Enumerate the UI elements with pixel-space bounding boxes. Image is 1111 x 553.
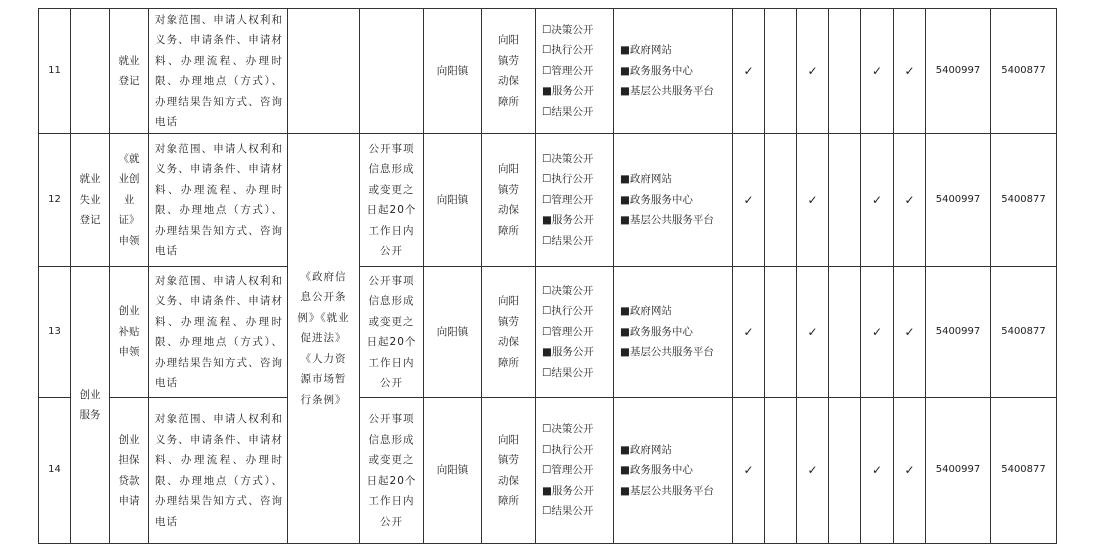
publicity-type-cell (536, 398, 614, 544)
channel-cell: ■政府网站 ■政务服务中心 ■基层公共服务平台 (614, 9, 733, 134)
publicity-type-cell (536, 267, 614, 398)
phone-primary: 5400997 (926, 9, 991, 134)
publicity-option: ☐执行公开 (542, 443, 594, 456)
check-mark (765, 267, 797, 398)
publicity-option: ☐执行公开 (542, 305, 594, 318)
category-cell-merged: 创业 服务 (71, 267, 110, 544)
disclosure-table (38, 8, 1057, 544)
phone-secondary: 5400877 (991, 9, 1057, 134)
basis-cell (288, 9, 360, 134)
publicity-option: ■服务公开 (542, 85, 594, 98)
item-cell: 就业 登记 (110, 9, 149, 134)
category-cell: 就业 失业 登记 (71, 134, 110, 267)
dept-cell: 向阳 镇劳 动保 障所 (482, 398, 536, 544)
dept-cell: 向阳 镇劳 动保 障所 (482, 134, 536, 267)
publicity-option: ☐管理公开 (542, 193, 594, 206)
check-mark: ✓ (797, 267, 829, 398)
table-row (39, 398, 1057, 544)
content-cell: 对象范围、申请人权利和义务、申请条件、申请材料、办理流程、办理时限、办理地点（方式）、办理结果告知方式、咨询电话 (149, 398, 288, 544)
check-mark: ✓ (733, 398, 765, 544)
subject-cell: 向阳镇 (424, 267, 482, 398)
channel-cell: ■政府网站 ■政务服务中心 ■基层公共服务平台 (614, 267, 733, 398)
publicity-option: ☐管理公开 (542, 64, 594, 77)
publicity-option: ☐结果公开 (542, 505, 594, 518)
publicity-option: ☐执行公开 (542, 173, 594, 186)
publicity-option: ☐结果公开 (542, 105, 594, 118)
publicity-option: ☐结果公开 (542, 366, 594, 379)
check-mark: ✓ (861, 9, 894, 134)
publicity-option: ■服务公开 (542, 346, 594, 359)
table-row (39, 267, 1057, 398)
table-row (39, 9, 1057, 134)
check-mark (765, 398, 797, 544)
publicity-option: ■服务公开 (542, 214, 594, 227)
publicity-option: ☐执行公开 (542, 44, 594, 57)
check-mark: ✓ (894, 134, 926, 267)
content-cell: 对象范围、申请人权利和义务、申请条件、申请材料、办理流程、办理时限、办理地点（方式）、办理结果告知方式、咨询电话 (149, 9, 288, 134)
phone-secondary: 5400877 (991, 398, 1057, 544)
check-mark: ✓ (894, 267, 926, 398)
row-number: 13 (39, 267, 71, 398)
dept-cell: 向阳 镇劳 动保 障所 (482, 9, 536, 134)
row-number: 12 (39, 134, 71, 267)
publicity-option: ☐结果公开 (542, 234, 594, 247)
row-number: 11 (39, 9, 71, 134)
phone-primary: 5400997 (926, 398, 991, 544)
check-mark (829, 398, 861, 544)
subject-cell: 向阳镇 (424, 398, 482, 544)
check-mark: ✓ (861, 267, 894, 398)
table-row (39, 134, 1057, 267)
check-mark: ✓ (861, 134, 894, 267)
check-mark (829, 9, 861, 134)
phone-primary: 5400997 (926, 267, 991, 398)
check-mark: ✓ (733, 9, 765, 134)
disclosure-table-wrapper (38, 8, 1057, 544)
dept-cell: 向阳 镇劳 动保 障所 (482, 267, 536, 398)
check-mark: ✓ (894, 398, 926, 544)
phone-secondary: 5400877 (991, 134, 1057, 267)
publicity-type-cell (536, 134, 614, 267)
publicity-option: ☐决策公开 (542, 284, 594, 297)
time-cell (360, 9, 424, 134)
time-cell: 公开事项 信息形成 或变更之 日起20个 工作日内 公开 (360, 398, 424, 544)
publicity-option: ☐管理公开 (542, 464, 594, 477)
item-cell: 《就 业创 业 证》 申领 (110, 134, 149, 267)
item-cell: 创业 担保 贷款 申请 (110, 398, 149, 544)
channel-cell: ■政府网站 ■政务服务中心 ■基层公共服务平台 (614, 134, 733, 267)
subject-cell: 向阳镇 (424, 134, 482, 267)
check-mark: ✓ (733, 267, 765, 398)
item-cell: 创业 补贴 申领 (110, 267, 149, 398)
check-mark (765, 9, 797, 134)
subject-cell: 向阳镇 (424, 9, 482, 134)
check-mark (765, 134, 797, 267)
check-mark: ✓ (797, 134, 829, 267)
content-cell: 对象范围、申请人权利和义务、申请条件、申请材料、办理流程、办理时限、办理地点（方式）、办理结果告知方式、咨询电话 (149, 267, 288, 398)
check-mark: ✓ (861, 398, 894, 544)
row-number: 14 (39, 398, 71, 544)
channel-cell: ■政府网站 ■政务服务中心 ■基层公共服务平台 (614, 398, 733, 544)
publicity-option: ☐管理公开 (542, 325, 594, 338)
publicity-option: ☐决策公开 (542, 152, 594, 165)
publicity-option: ☐决策公开 (542, 423, 594, 436)
check-mark: ✓ (733, 134, 765, 267)
publicity-option: ■服务公开 (542, 484, 594, 497)
check-mark: ✓ (894, 9, 926, 134)
publicity-type-cell (536, 9, 614, 134)
publicity-option: ☐决策公开 (542, 23, 594, 36)
category-cell (71, 9, 110, 134)
time-cell: 公开事项 信息形成 或变更之 日起20个 工作日内 公开 (360, 267, 424, 398)
phone-primary: 5400997 (926, 134, 991, 267)
check-mark: ✓ (797, 398, 829, 544)
check-mark (829, 267, 861, 398)
basis-cell-merged: 《政府信 息公开条 例》《就业 促进法》 《人力资 源市场暂 行条例》 (288, 134, 360, 544)
content-cell: 对象范围、申请人权利和义务、申请条件、申请材料、办理流程、办理时限、办理地点（方式）、办理结果告知方式、咨询电话 (149, 134, 288, 267)
time-cell: 公开事项 信息形成 或变更之 日起20个 工作日内 公开 (360, 134, 424, 267)
check-mark: ✓ (797, 9, 829, 134)
phone-secondary: 5400877 (991, 267, 1057, 398)
check-mark (829, 134, 861, 267)
